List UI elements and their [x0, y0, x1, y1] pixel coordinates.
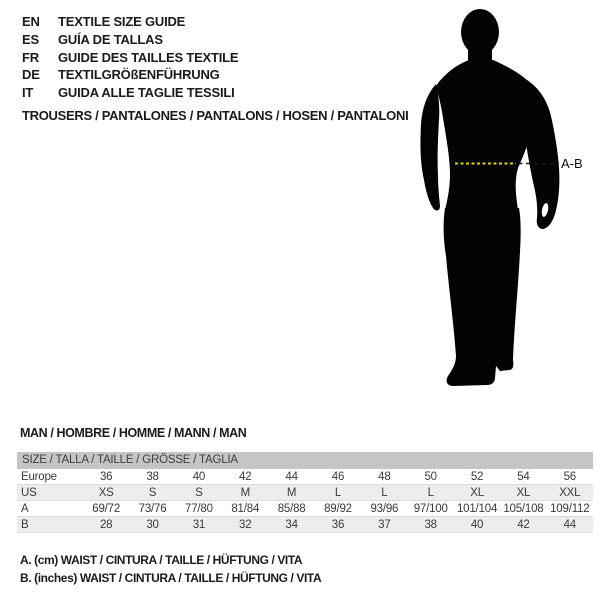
table-cell: 38 [424, 518, 437, 531]
language-code: IT [22, 85, 34, 101]
table-cell: S [148, 486, 157, 499]
language-label: GUIDE DES TAILLES TEXTILE [58, 49, 239, 65]
table-cell: 38 [146, 470, 159, 483]
table-cell: 30 [146, 518, 159, 531]
table-cell: S [195, 486, 203, 499]
language-label: TEXTILGRÖßENFÜHRUNG [58, 67, 220, 83]
table-cell: 34 [285, 518, 298, 531]
row-label: B [21, 518, 29, 531]
table-cell: 97/100 [413, 502, 448, 515]
table-cell: 56 [563, 470, 576, 483]
table-row [17, 517, 593, 533]
language-row [22, 66, 238, 84]
table-cell: 40 [192, 470, 206, 483]
table-cell: 52 [470, 470, 484, 483]
table-cell: XXL [559, 486, 581, 499]
torso-shape [436, 60, 536, 210]
size-table-header: SIZE / TALLA / TAILLE / GRÖSSE / TAGLIA [17, 452, 593, 469]
table-cell: 36 [331, 518, 345, 531]
measure-label: A-B [561, 156, 583, 171]
language-label: GUÍA DE TALLAS [58, 32, 163, 48]
language-label: TEXTILE SIZE GUIDE [58, 14, 186, 30]
table-cell: 28 [99, 518, 113, 531]
table-cell: 31 [192, 518, 206, 531]
table-cell: 105/108 [503, 502, 544, 515]
gender-heading: MAN / HOMBRE / HOMME / MANN / MAN [20, 426, 247, 440]
table-cell: L [427, 486, 434, 499]
table-cell: M [240, 486, 250, 499]
size-table [17, 452, 593, 533]
table-cell: M [286, 486, 297, 499]
table-cell: 69/72 [92, 502, 121, 515]
man-silhouette [420, 9, 559, 386]
table-cell: XL [516, 486, 531, 499]
right-arm-shape [524, 80, 560, 229]
table-cell: 85/88 [277, 502, 306, 515]
table-cell: 109/112 [550, 502, 590, 515]
table-row [17, 469, 593, 485]
language-row [22, 13, 238, 31]
category-title: TROUSERS / PANTALONES / PANTALONS / HOSEN / PANTALONI [22, 108, 409, 123]
table-cell: 42 [517, 518, 530, 531]
size-table-body [17, 469, 593, 533]
language-code: ES [22, 32, 39, 48]
table-cell: 89/92 [324, 502, 352, 515]
language-code: DE [22, 67, 40, 83]
table-cell: 50 [424, 470, 437, 483]
language-code: EN [22, 14, 40, 30]
table-cell: 81/84 [231, 502, 260, 515]
language-code: FR [22, 49, 39, 65]
table-cell: XL [470, 486, 484, 499]
table-cell: 73/76 [138, 502, 167, 515]
row-label: Europe [21, 470, 57, 483]
table-cell: 40 [470, 518, 484, 531]
footnote-a: A. (cm) WAIST / CINTURA / TAILLE / HÜFTUNG / VITA [20, 553, 303, 567]
language-row [22, 48, 238, 66]
table-cell: 93/96 [370, 502, 399, 515]
left-arm-shape [420, 84, 440, 210]
table-cell: 44 [563, 518, 576, 531]
language-label: GUIDA ALLE TAGLIE TESSILI [58, 85, 235, 101]
row-label: US [21, 486, 37, 499]
table-cell: 101/104 [456, 502, 498, 515]
table-cell: 48 [378, 470, 391, 483]
language-row [22, 31, 238, 49]
language-row [22, 84, 238, 102]
footnotes [20, 552, 321, 587]
language-list [22, 13, 238, 101]
table-cell: 44 [285, 470, 298, 483]
table-cell: 32 [239, 518, 252, 531]
table-row [17, 501, 593, 517]
footnote-b: B. (inches) WAIST / CINTURA / TAILLE / HÜFTUNG / VITA [20, 570, 322, 585]
table-cell: 54 [517, 470, 530, 483]
row-label: A [21, 502, 29, 515]
table-cell: 36 [99, 470, 113, 483]
table-cell: 46 [331, 470, 345, 483]
table-cell: L [381, 486, 388, 499]
table-cell: 77/80 [185, 502, 213, 515]
table-row [17, 485, 593, 501]
man-silhouette-figure [398, 2, 598, 400]
legs-shape [444, 208, 521, 386]
table-cell: 37 [378, 518, 391, 531]
table-cell: L [334, 486, 342, 499]
table-cell: XS [98, 486, 114, 499]
table-cell: 42 [239, 470, 252, 483]
